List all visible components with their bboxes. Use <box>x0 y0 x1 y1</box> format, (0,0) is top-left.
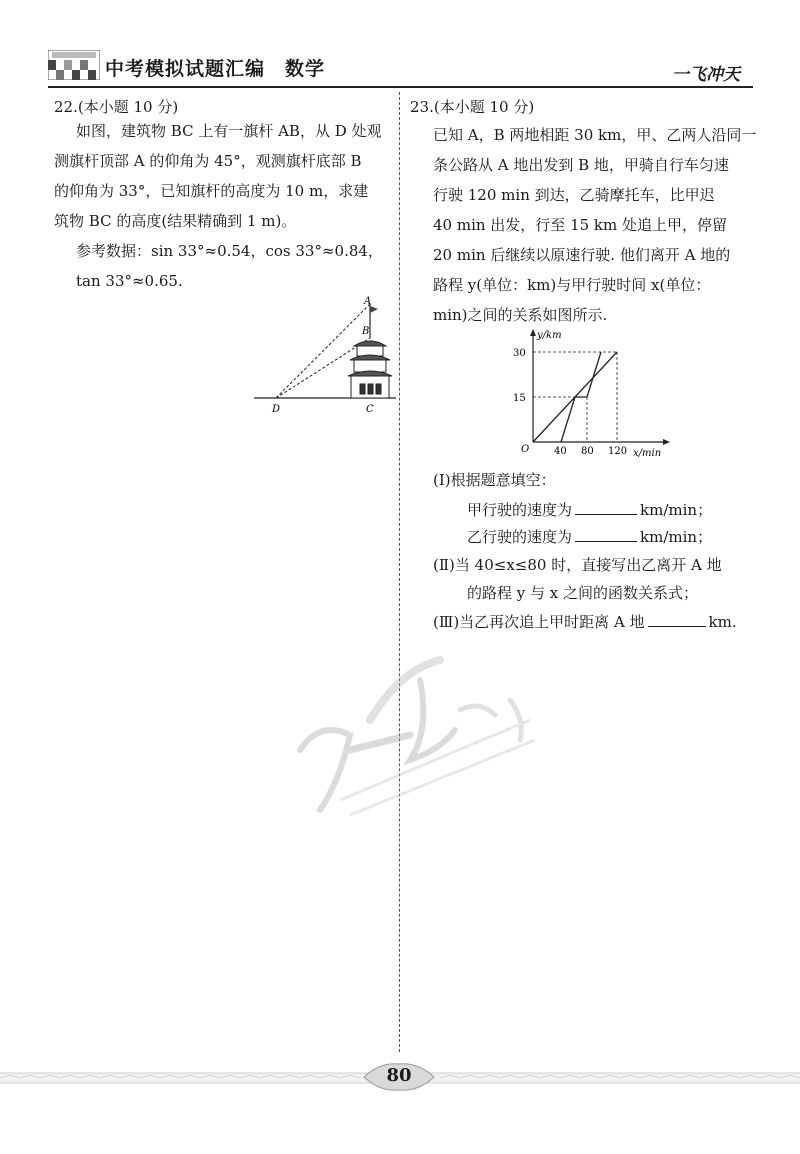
q23-part3-line <box>433 607 737 637</box>
q22-heading: 22.(本小题 10 分) <box>54 98 179 116</box>
y-tick-15: 15 <box>513 393 526 404</box>
q23-line-3: 行驶 120 min 到达，乙骑摩托车，比甲迟 <box>433 186 715 204</box>
x-axis-arrow <box>663 439 670 445</box>
q23-line-1: 已知 A，B 两地相距 30 km，甲、乙两人沿同一 <box>433 126 757 144</box>
q23-part1-line-a <box>467 495 712 525</box>
label-b: B <box>362 326 370 337</box>
q23-line-5: 20 min 后继续以原速行驶. 他们离开 A 地的 <box>433 246 731 264</box>
q23-part1-line-b <box>467 522 712 552</box>
q22-figure <box>250 292 400 422</box>
q23-part1-b-prefix: 乙行驶的速度为 <box>467 528 573 546</box>
header-title: 中考模拟试题汇编 数学 <box>105 58 326 80</box>
q23-graph <box>505 328 675 458</box>
y-tick-30: 30 <box>513 348 526 359</box>
q22-line-5: 参考数据：sin 33°≈0.54，cos 33°≈0.84， <box>76 242 383 260</box>
page-number: 80 <box>386 1065 412 1086</box>
q23-part3-unit: km. <box>708 613 737 631</box>
q22-line-2: 测旗杆顶部 A 的仰角为 45°，观测旗杆底部 B <box>54 152 362 170</box>
header-checker-logo <box>48 50 100 80</box>
series-yi <box>561 352 601 442</box>
y-axis-label: y/km <box>537 330 562 341</box>
page-number-badge <box>360 1060 438 1094</box>
q23-line-6: 路程 y(单位：km)与甲行驶时间 x(单位： <box>433 276 711 294</box>
label-a: A <box>364 296 372 307</box>
q23-heading: 23.(本小题 10 分) <box>410 98 535 116</box>
q22-line-4: 筑物 BC 的高度(结果精确到 1 m)。 <box>54 212 297 230</box>
flag-icon <box>370 306 378 313</box>
column-divider <box>399 92 400 1052</box>
answer-blank-yi-speed[interactable] <box>575 525 637 542</box>
q23-part3-prefix: (Ⅲ)当乙再次追上甲时距离 A 地 <box>433 613 645 631</box>
origin-label: O <box>521 444 530 455</box>
header-rule <box>48 86 753 88</box>
q23-part2-line-1: (Ⅱ)当 40≤x≤80 时，直接写出乙离开 A 地 <box>433 556 722 574</box>
x-axis-label: x/min <box>633 448 662 458</box>
q23-part1-a-unit: km/min； <box>640 501 713 519</box>
q23-part2-line-2: 的路程 y 与 x 之间的函数关系式； <box>467 584 699 602</box>
q23-part1-label: (Ⅰ)根据题意填空： <box>433 471 556 489</box>
x-tick-120: 120 <box>608 446 628 457</box>
answer-blank-distance[interactable] <box>648 610 706 627</box>
tower-icon <box>348 341 392 398</box>
y-axis-arrow <box>530 329 536 336</box>
q23-part1-a-prefix: 甲行驶的速度为 <box>467 501 573 519</box>
q22-line-6: tan 33°≈0.65. <box>76 272 183 290</box>
answer-blank-jia-speed[interactable] <box>575 498 637 515</box>
x-tick-40: 40 <box>554 446 567 457</box>
header-brand: 一飞冲天 <box>672 65 740 85</box>
label-c: C <box>366 404 374 415</box>
label-d: D <box>272 404 281 415</box>
watermark-logo <box>280 640 550 830</box>
q22-line-3: 的仰角为 33°，已知旗杆的高度为 10 m，求建 <box>54 182 369 200</box>
q23-part1-b-unit: km/min； <box>640 528 713 546</box>
q22-line-1: 如图，建筑物 BC 上有一旗杆 AB，从 D 处观 <box>76 122 382 140</box>
q23-line-2: 条公路从 A 地出发到 B 地，甲骑自行车匀速 <box>433 156 729 174</box>
x-tick-80: 80 <box>581 446 594 457</box>
q23-line-4: 40 min 出发，行至 15 km 处追上甲，停留 <box>433 216 728 234</box>
q23-line-7: min)之间的关系如图所示. <box>433 306 608 324</box>
